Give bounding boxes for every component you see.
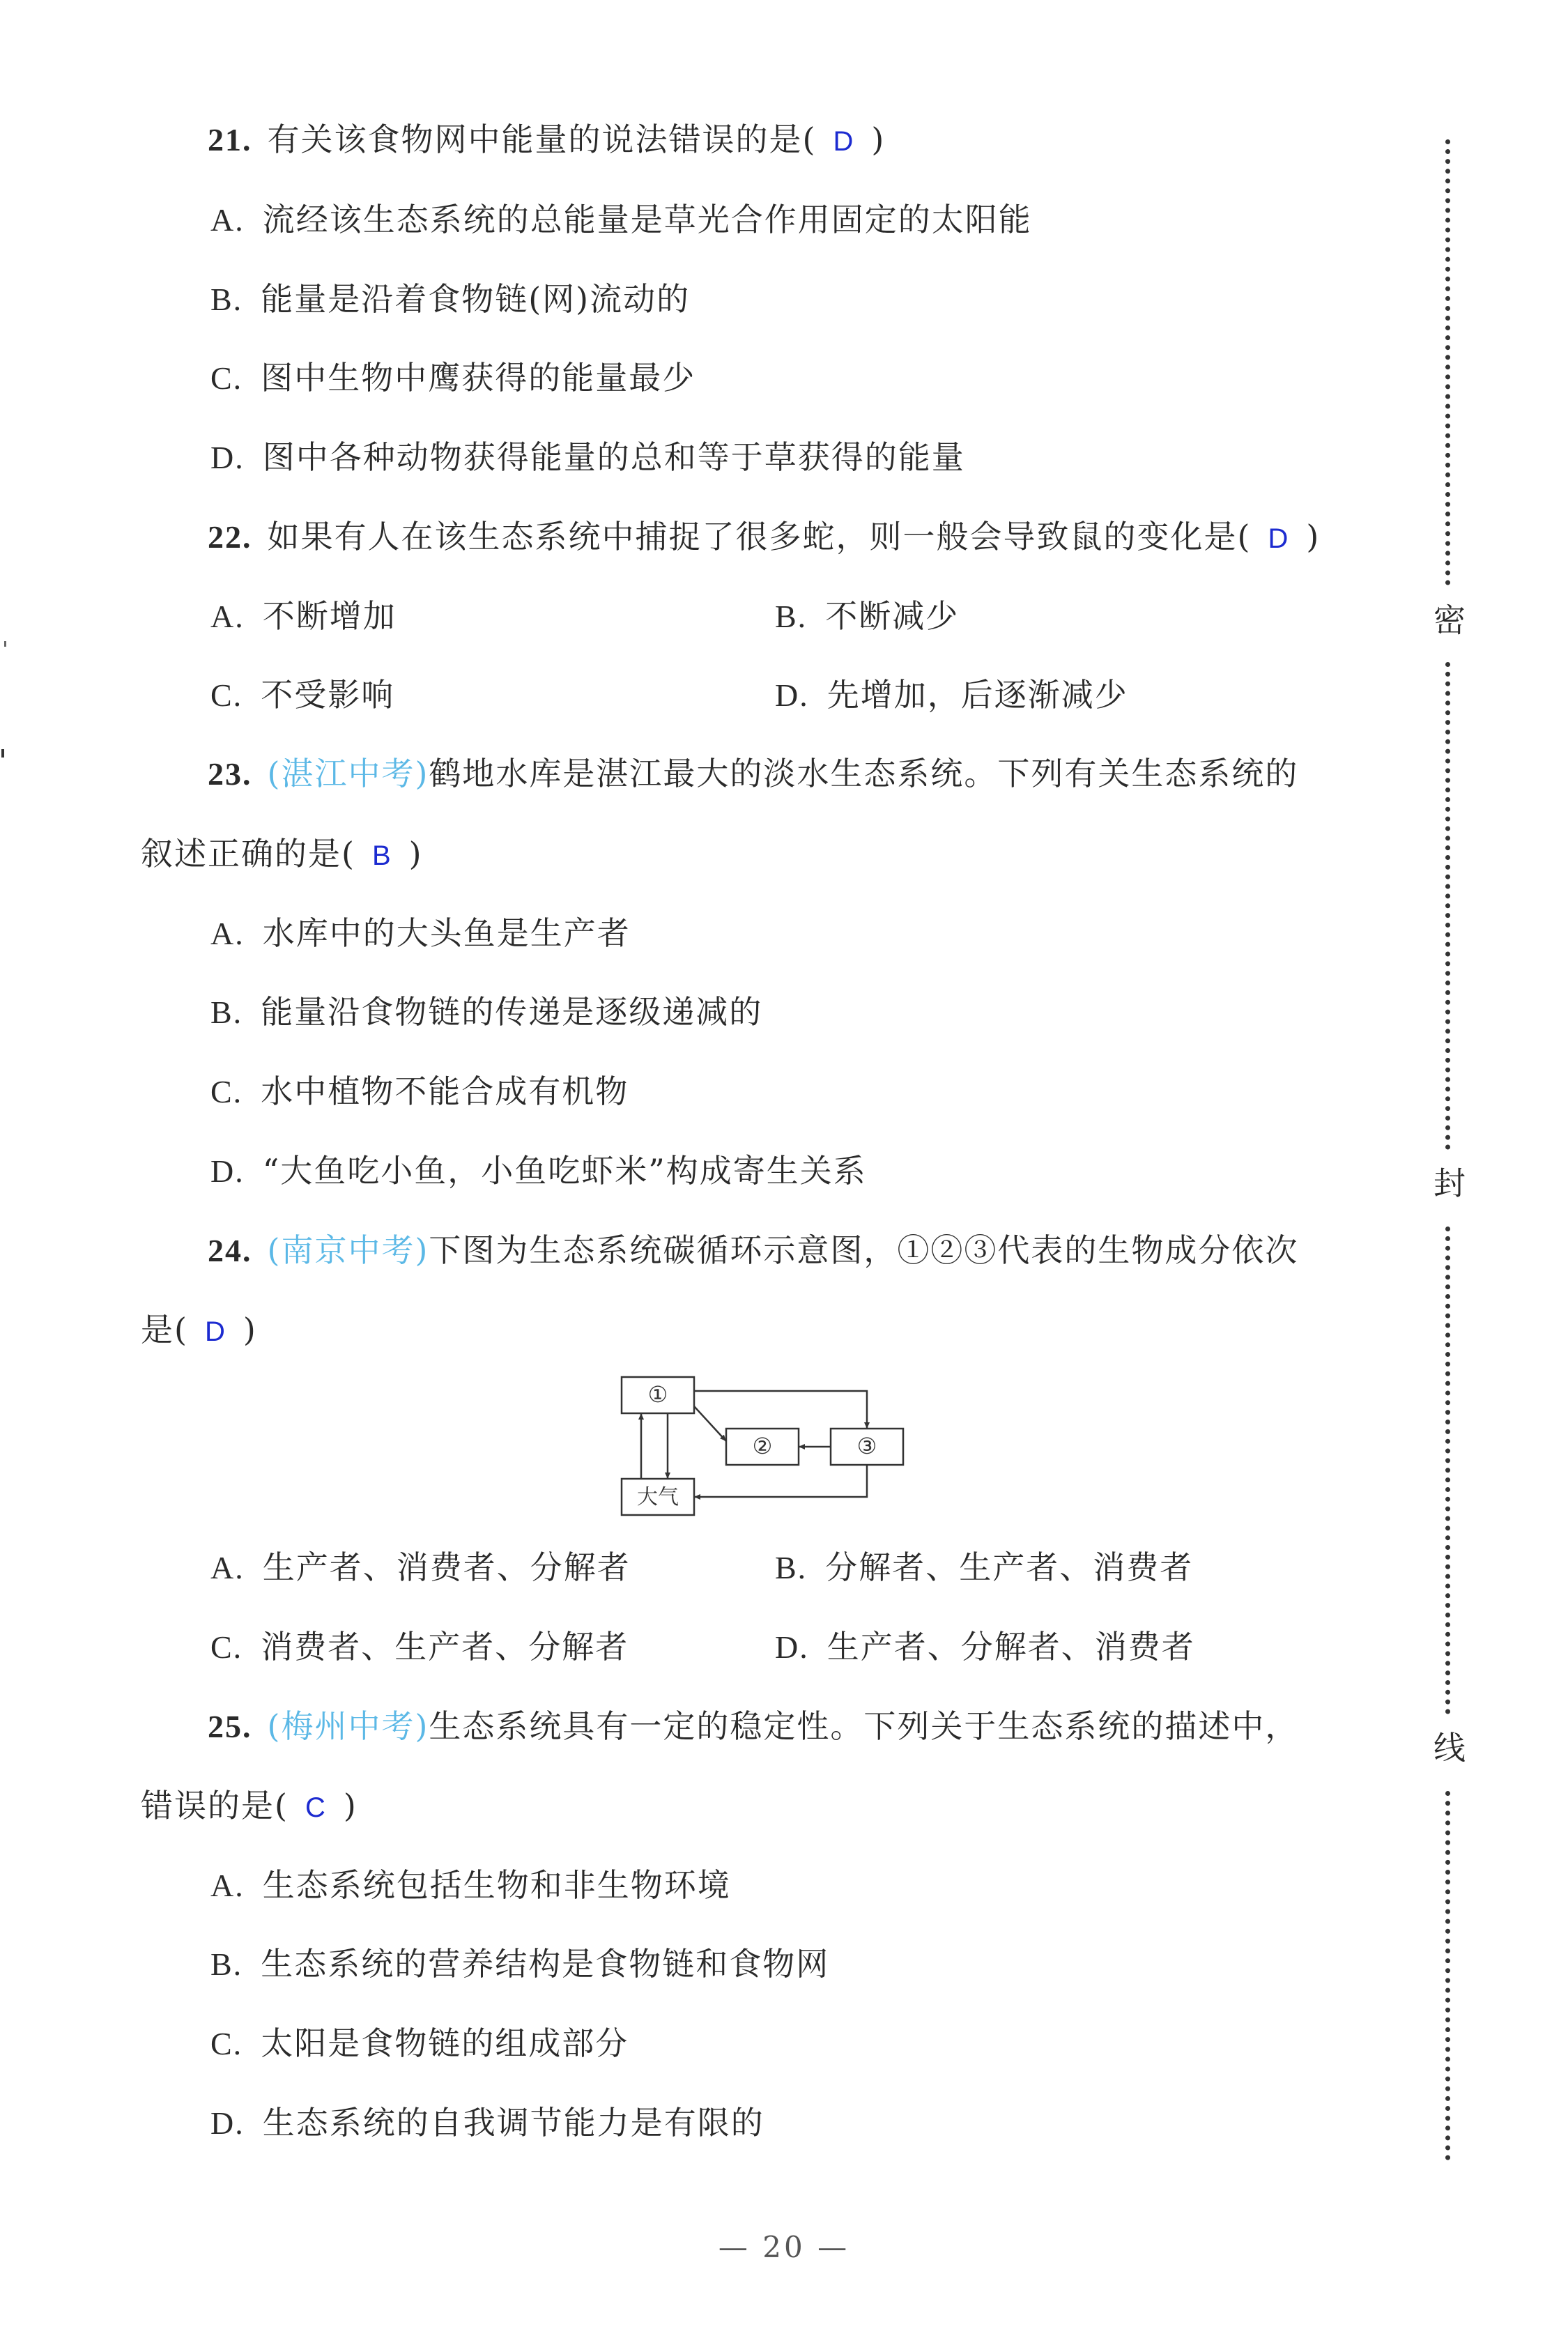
binding-mark-xian: 线 [1434, 1729, 1466, 1767]
source-tag: (南京中考) [267, 1231, 429, 1269]
edge-mark [4, 641, 6, 647]
binding-dotted-line [1445, 1227, 1450, 1714]
option-label: A. [210, 1868, 245, 1903]
q22-option-c [210, 674, 394, 716]
arrow-1-to-2 [694, 1406, 726, 1441]
q21-stem [208, 118, 885, 162]
q24-option-a [210, 1546, 631, 1589]
q24-stem-line1 [208, 1229, 1298, 1272]
question-text: 生态系统具有一定的稳定性。下列关于生态系统的描述中， [429, 1707, 1299, 1745]
q23-option-a [210, 912, 631, 955]
source-tag: (梅州中考) [267, 1707, 429, 1745]
q22-stem [208, 516, 1320, 560]
option-text: 图中各种动物获得能量的总和等于草获得的能量 [262, 438, 965, 476]
option-text: 消费者、生产者、分解者 [261, 1628, 629, 1666]
q25-stem-line2 [141, 1785, 358, 1829]
q22-option-a [210, 595, 397, 638]
q24-option-c [210, 1626, 629, 1668]
q24-stem-line2 [141, 1309, 257, 1353]
q21-option-a [210, 199, 1032, 241]
question-text: 叙述正确的是( [141, 835, 355, 872]
question-text: 有关该食物网中能量的说法错误的是( [267, 121, 817, 158]
question-number: 21. [208, 122, 252, 157]
option-label: C. [210, 677, 243, 713]
q25-stem-line1 [208, 1705, 1298, 1748]
box-2-label: ② [752, 1433, 773, 1459]
close-paren: ) [243, 1311, 257, 1348]
question-text: 如果有人在该生态系统中捕捉了很多蛇，则一般会导致鼠的变化是( [267, 518, 1252, 555]
question-text: 是( [141, 1311, 188, 1348]
q25-option-b [210, 1943, 829, 1985]
q25-option-a [210, 1864, 731, 1907]
answer-mark: D [833, 126, 855, 157]
option-text: 太阳是食物链的组成部分 [261, 2024, 629, 2062]
close-paren: ) [871, 121, 886, 158]
q21-option-d [210, 436, 965, 479]
option-text: 不断增加 [262, 597, 397, 635]
binding-mark-mi: 密 [1434, 601, 1466, 639]
option-label: C. [210, 1074, 243, 1109]
option-label: A. [210, 599, 245, 634]
option-label: D. [210, 1153, 245, 1189]
option-label: B. [210, 282, 243, 317]
option-text: 不断减少 [825, 597, 960, 635]
binding-mark-feng: 封 [1434, 1164, 1466, 1202]
page-number: — 20 — [718, 2230, 850, 2264]
option-label: D. [775, 1629, 809, 1665]
answer-mark: D [1268, 523, 1290, 554]
question-text: 错误的是( [141, 1787, 289, 1824]
q23-option-d [210, 1150, 867, 1192]
answer-mark: C [305, 1792, 327, 1823]
option-text: “大鱼吃小鱼，小鱼吃虾米”构成寄生关系 [262, 1152, 867, 1190]
close-paren: ) [343, 1787, 358, 1824]
q23-stem-line1 [208, 753, 1298, 795]
source-tag: (湛江中考) [267, 755, 429, 792]
question-text: 下图为生态系统碳循环示意图，①②③代表的生物成分依次 [429, 1231, 1299, 1269]
option-label: A. [210, 1550, 245, 1585]
close-paren: ) [408, 835, 423, 872]
option-label: B. [210, 1946, 243, 1982]
box-3-label: ③ [856, 1433, 877, 1459]
question-number: 23. [208, 756, 252, 792]
option-text: 流经该生态系统的总能量是草光合作用固定的太阳能 [262, 201, 1032, 238]
option-text: 不受影响 [261, 676, 395, 714]
answer-mark: D [204, 1316, 226, 1347]
option-text: 水中植物不能合成有机物 [261, 1072, 629, 1110]
q24-option-b [775, 1546, 1193, 1589]
q23-option-b [210, 991, 762, 1033]
q25-option-c [210, 2022, 629, 2065]
q23-option-c [210, 1070, 629, 1113]
option-label: D. [210, 440, 245, 475]
answer-mark: B [371, 840, 392, 871]
question-number: 24. [208, 1233, 252, 1268]
option-label: C. [210, 360, 243, 396]
binding-dotted-line [1445, 1791, 1450, 2160]
question-text: 鹤地水库是湛江最大的淡水生态系统。下列有关生态系统的 [429, 755, 1299, 792]
q21-option-c [210, 357, 695, 399]
option-text: 生态系统的营养结构是食物链和食物网 [261, 1945, 830, 1983]
binding-dotted-line [1445, 139, 1450, 585]
option-label: B. [775, 1550, 808, 1585]
option-text: 能量是沿着食物链(网)流动的 [261, 280, 691, 318]
q25-option-d [210, 2102, 764, 2144]
option-text: 图中生物中鹰获得的能量最少 [261, 359, 696, 397]
option-text: 水库中的大头鱼是生产者 [262, 914, 631, 952]
option-label: C. [210, 2026, 243, 2061]
q22-option-b [775, 595, 959, 638]
q22-option-d [775, 674, 1128, 716]
option-text: 生产者、分解者、消费者 [827, 1628, 1195, 1666]
q24-option-d [775, 1626, 1195, 1668]
option-text: 分解者、生产者、消费者 [825, 1548, 1194, 1586]
box-1-label: ① [647, 1381, 668, 1408]
option-text: 能量沿食物链的传递是逐级递减的 [261, 993, 763, 1031]
q21-option-b [210, 278, 690, 321]
carbon-cycle-diagram [613, 1366, 920, 1519]
arrow-3-to-atmosphere [694, 1465, 867, 1497]
arrow-1-to-3 [694, 1391, 867, 1429]
option-label: A. [210, 202, 245, 238]
question-number: 22. [208, 519, 252, 555]
option-text: 先增加，后逐渐减少 [827, 676, 1128, 714]
option-label: B. [775, 599, 808, 634]
option-text: 生产者、消费者、分解者 [262, 1548, 631, 1586]
close-paren: ) [1306, 518, 1321, 555]
option-label: B. [210, 994, 243, 1030]
q23-stem-line2 [141, 833, 423, 877]
option-text: 生态系统的自我调节能力是有限的 [262, 2104, 764, 2142]
option-label: A. [210, 916, 245, 951]
binding-dotted-line [1445, 662, 1450, 1150]
edge-mark [1, 749, 4, 758]
option-label: C. [210, 1629, 243, 1665]
option-label: D. [210, 2105, 245, 2141]
box-atmosphere-label: 大气 [637, 1485, 679, 1509]
question-number: 25. [208, 1709, 252, 1744]
option-text: 生态系统包括生物和非生物环境 [262, 1866, 731, 1904]
option-label: D. [775, 677, 809, 713]
